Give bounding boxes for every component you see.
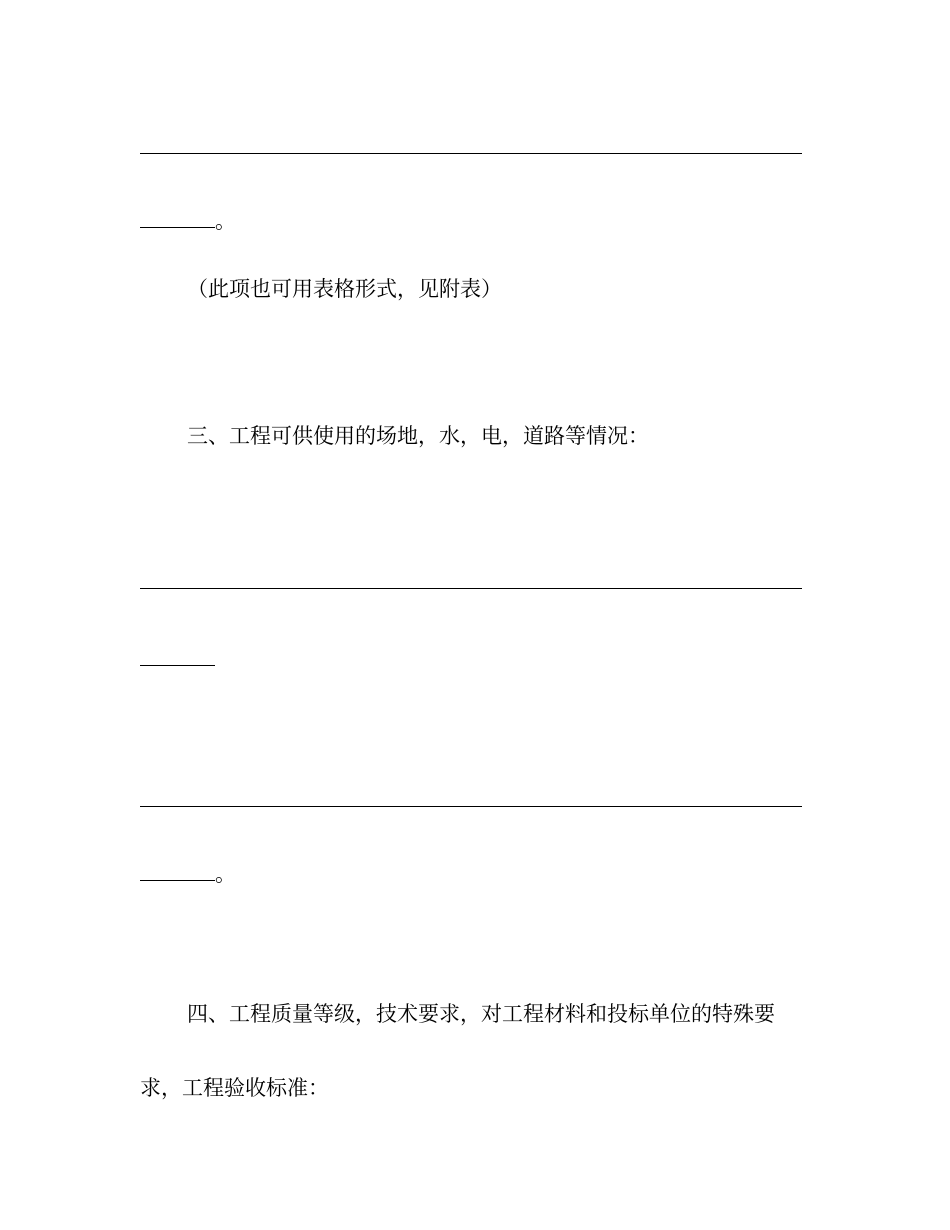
section-4-heading-line-1: 四、工程质量等级，技术要求，对工程材料和投标单位的特殊要	[187, 1002, 775, 1026]
table-note: （此项也可用表格形式，见附表）	[187, 277, 502, 301]
fill-in-short-line	[140, 210, 236, 232]
fill-in-rule	[140, 153, 802, 154]
fill-in-rule	[140, 806, 802, 807]
fill-in-period: 。	[215, 862, 236, 886]
fill-in-bar	[140, 880, 215, 881]
fill-in-rule	[140, 588, 802, 589]
fill-in-period: 。	[215, 209, 236, 233]
fill-in-bar	[140, 665, 215, 666]
fill-in-bar	[140, 227, 215, 228]
fill-in-short-line	[140, 648, 215, 670]
fill-in-short-line	[140, 863, 236, 885]
section-3-heading: 三、工程可供使用的场地，水，电，道路等情况：	[187, 424, 649, 448]
section-4-heading-line-2: 求，工程验收标准：	[140, 1076, 329, 1100]
